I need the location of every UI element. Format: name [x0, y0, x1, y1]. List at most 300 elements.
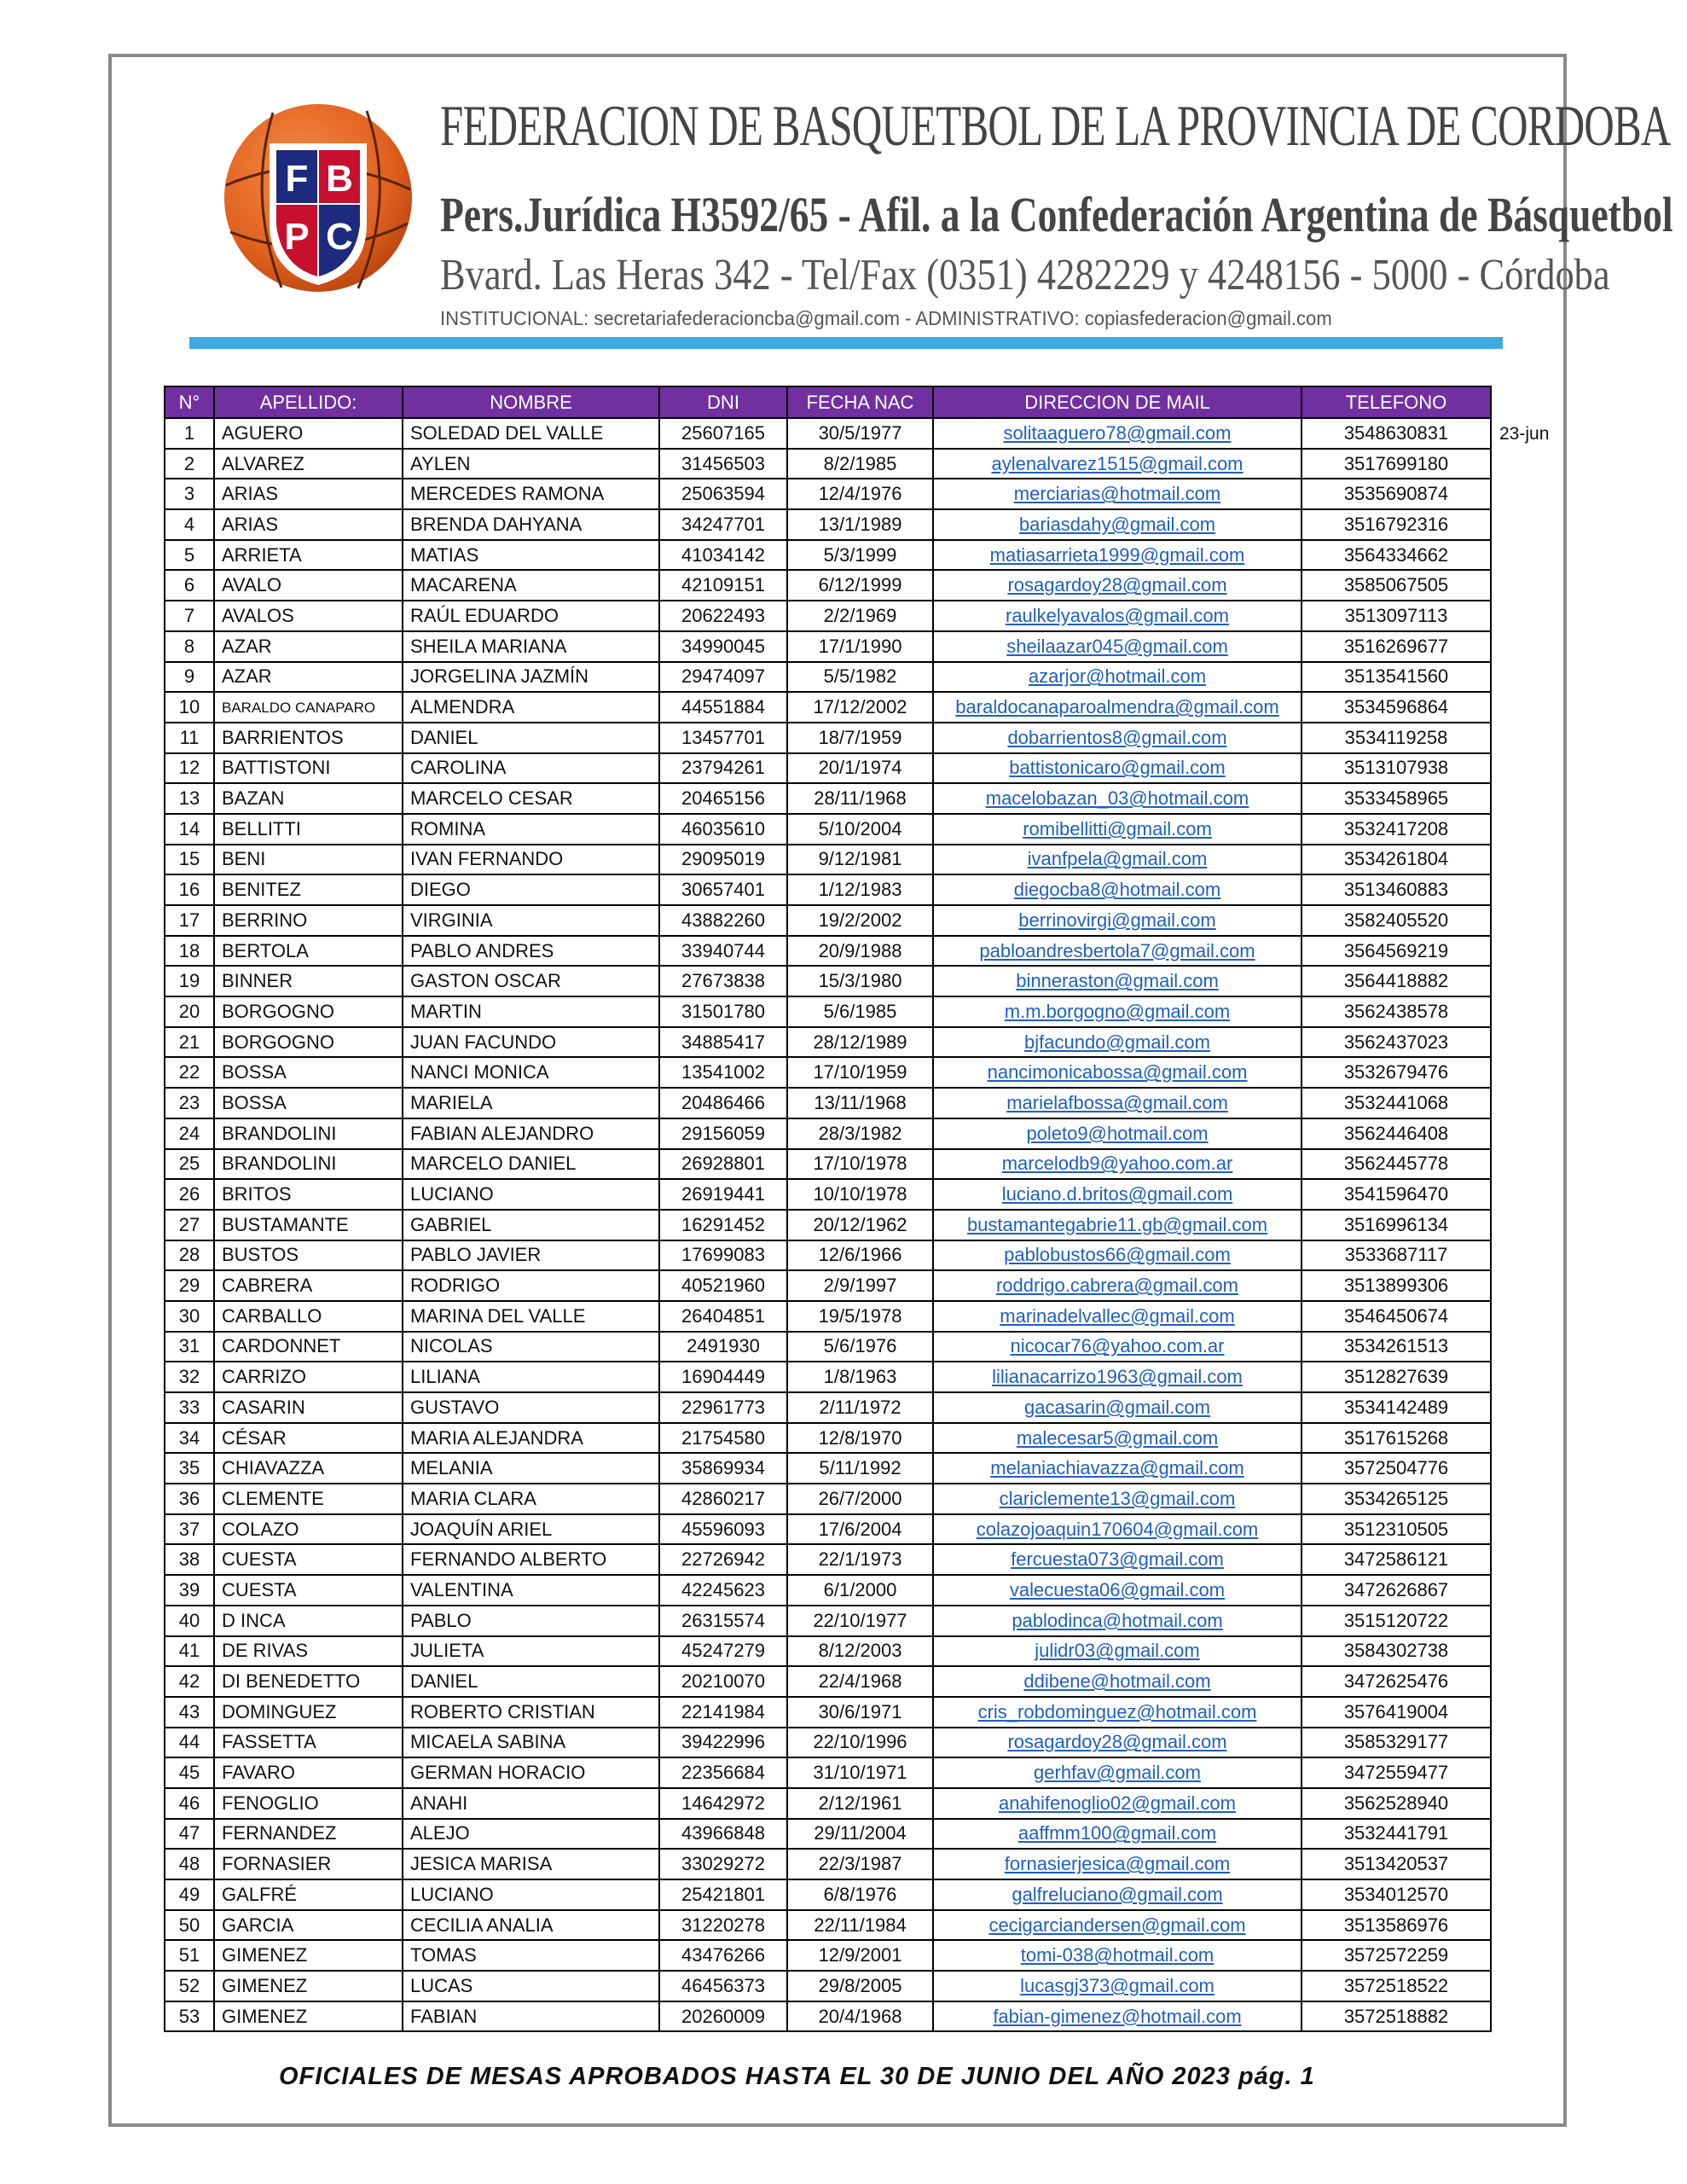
dni: 26928801 [659, 1149, 787, 1180]
phone: 3584302738 [1301, 1636, 1491, 1667]
birth-date: 22/1/1973 [787, 1544, 933, 1575]
phone: 3513097113 [1301, 601, 1491, 631]
birth-date: 1/12/1983 [787, 874, 933, 905]
phone: 3513420537 [1301, 1849, 1491, 1879]
row-number: 52 [165, 1971, 214, 2001]
phone: 3512827639 [1301, 1362, 1491, 1392]
dni: 46035610 [659, 814, 787, 845]
surname: ALVAREZ [214, 449, 403, 479]
surname: COLAZO [214, 1514, 403, 1545]
table-row [165, 1819, 1491, 1850]
dni: 46456373 [659, 1971, 787, 2001]
phone: 3513899306 [1301, 1270, 1491, 1301]
surname: BELLITTI [214, 814, 403, 845]
email-link[interactable]: lucasgj373@gmail.com [933, 1971, 1301, 2001]
email-link[interactable]: binneraston@gmail.com [933, 966, 1301, 996]
first-name: GASTON OSCAR [403, 966, 659, 996]
row-number: 43 [165, 1697, 214, 1728]
first-name: CAROLINA [403, 753, 659, 784]
first-name: MARTIN [403, 996, 659, 1027]
table-row [165, 1575, 1491, 1606]
birth-date: 31/10/1971 [787, 1757, 933, 1788]
table-row [165, 1088, 1491, 1118]
dni: 34990045 [659, 631, 787, 662]
table-row [165, 723, 1491, 753]
row-number: 10 [165, 692, 214, 723]
row-number: 32 [165, 1362, 214, 1392]
email-link[interactable]: rosagardoy28@gmail.com [933, 1728, 1301, 1758]
surname: CHIAVAZZA [214, 1453, 403, 1484]
first-name: JULIETA [403, 1636, 659, 1667]
first-name: ANAHI [403, 1788, 659, 1819]
email-link[interactable]: m.m.borgogno@gmail.com [933, 996, 1301, 1027]
dni: 30657401 [659, 874, 787, 905]
birth-date: 5/6/1976 [787, 1332, 933, 1362]
email-link[interactable]: marielafbossa@gmail.com [933, 1088, 1301, 1118]
first-name: MARCELO CESAR [403, 783, 659, 814]
phone: 3513460883 [1301, 874, 1491, 905]
birth-date: 5/6/1985 [787, 996, 933, 1027]
birth-date: 17/1/1990 [787, 631, 933, 662]
dni: 13541002 [659, 1057, 787, 1088]
first-name: IVAN FERNANDO [403, 845, 659, 875]
email-link[interactable]: romibellitti@gmail.com [933, 814, 1301, 845]
phone: 3572518882 [1301, 2001, 1491, 2032]
phone: 3576419004 [1301, 1697, 1491, 1728]
birth-date: 29/8/2005 [787, 1971, 933, 2001]
surname: FAVARO [214, 1757, 403, 1788]
dni: 34885417 [659, 1027, 787, 1058]
surname: GIMENEZ [214, 2001, 403, 2032]
first-name: VALENTINA [403, 1575, 659, 1606]
row-number: 18 [165, 936, 214, 967]
table-row [165, 540, 1491, 571]
first-name: ROBERTO CRISTIAN [403, 1697, 659, 1728]
table-row [165, 814, 1491, 845]
email-link[interactable]: merciarias@hotmail.com [933, 479, 1301, 509]
dni: 42245623 [659, 1575, 787, 1606]
email-link[interactable]: clariclemente13@gmail.com [933, 1484, 1301, 1514]
row-number: 24 [165, 1118, 214, 1149]
email-link[interactable]: fornasierjesica@gmail.com [933, 1849, 1301, 1879]
email-link[interactable]: colazojoaquin170604@gmail.com [933, 1514, 1301, 1545]
table-row [165, 1636, 1491, 1667]
surname: FASSETTA [214, 1728, 403, 1758]
phone: 3562446408 [1301, 1118, 1491, 1149]
surname: BINNER [214, 966, 403, 996]
table-row [165, 1362, 1491, 1392]
surname: BUSTAMANTE [214, 1210, 403, 1240]
row-number: 11 [165, 723, 214, 753]
phone: 3564569219 [1301, 936, 1491, 967]
dni: 29156059 [659, 1118, 787, 1149]
table-row [165, 2001, 1491, 2032]
surname: ARIAS [214, 509, 403, 540]
email-link[interactable]: luciano.d.britos@gmail.com [933, 1179, 1301, 1210]
birth-date: 8/12/2003 [787, 1636, 933, 1667]
row-number: 22 [165, 1057, 214, 1088]
surname: BRANDOLINI [214, 1118, 403, 1149]
birth-date: 10/10/1978 [787, 1179, 933, 1210]
table-row [165, 753, 1491, 784]
dni: 31501780 [659, 996, 787, 1027]
row-number: 53 [165, 2001, 214, 2032]
email-link[interactable]: nancimonicabossa@gmail.com [933, 1057, 1301, 1088]
email-link[interactable]: tomi-038@hotmail.com [933, 1940, 1301, 1971]
surname: AVALOS [214, 601, 403, 631]
birth-date: 22/11/1984 [787, 1910, 933, 1941]
first-name: MARCELO DANIEL [403, 1149, 659, 1180]
phone: 3562445778 [1301, 1149, 1491, 1180]
dni: 33029272 [659, 1849, 787, 1879]
dni: 20622493 [659, 601, 787, 631]
fbpc-logo [222, 96, 415, 300]
table-row [165, 1453, 1491, 1484]
email-link[interactable]: berrinovirgi@gmail.com [933, 905, 1301, 936]
email-link[interactable]: marinadelvallec@gmail.com [933, 1301, 1301, 1332]
dni: 26919441 [659, 1179, 787, 1210]
first-name: CECILIA ANALIA [403, 1910, 659, 1941]
first-name: FABIAN [403, 2001, 659, 2032]
phone: 3534265125 [1301, 1484, 1491, 1514]
surname: BUSTOS [214, 1240, 403, 1271]
birth-date: 13/11/1968 [787, 1088, 933, 1118]
table-row [165, 1179, 1491, 1210]
first-name: PABLO [403, 1606, 659, 1636]
surname: CASARIN [214, 1392, 403, 1423]
surname: CUESTA [214, 1575, 403, 1606]
row-number: 34 [165, 1423, 214, 1454]
dni: 42109151 [659, 570, 787, 601]
first-name: ROMINA [403, 814, 659, 845]
row-number: 20 [165, 996, 214, 1027]
email-link[interactable]: sheilaazar045@gmail.com [933, 631, 1301, 662]
phone: 3564334662 [1301, 540, 1491, 571]
row-number: 37 [165, 1514, 214, 1545]
dni: 43966848 [659, 1819, 787, 1850]
federation-address: Bvard. Las Heras 342 - Tel/Fax (0351) 4282229 y 4248156 - 5000 - Córdoba [440, 251, 1610, 299]
birth-date: 20/1/1974 [787, 753, 933, 784]
surname: DOMINGUEZ [214, 1697, 403, 1728]
phone: 3472586121 [1301, 1544, 1491, 1575]
column-header-dni: DNI [659, 386, 787, 418]
first-name: MELANIA [403, 1453, 659, 1484]
email-link[interactable]: pablodinca@hotmail.com [933, 1606, 1301, 1636]
email-link[interactable]: battistonicaro@gmail.com [933, 753, 1301, 784]
email-link[interactable]: nicocar76@yahoo.com.ar [933, 1332, 1301, 1362]
table-row [165, 1544, 1491, 1575]
surname: DI BENEDETTO [214, 1666, 403, 1697]
row-number: 36 [165, 1484, 214, 1514]
row-number: 50 [165, 1910, 214, 1941]
row-number: 21 [165, 1027, 214, 1058]
phone: 3572572259 [1301, 1940, 1491, 1971]
email-link[interactable]: diegocba8@hotmail.com [933, 874, 1301, 905]
birth-date: 12/8/1970 [787, 1423, 933, 1454]
column-header-birthdate: FECHA NAC [787, 386, 933, 418]
birth-date: 1/8/1963 [787, 1362, 933, 1392]
surname: FORNASIER [214, 1849, 403, 1879]
email-link[interactable]: azarjor@hotmail.com [933, 662, 1301, 693]
surname: CARRIZO [214, 1362, 403, 1392]
surname: ARRIETA [214, 540, 403, 571]
birth-date: 6/1/2000 [787, 1575, 933, 1606]
birth-date: 20/12/1962 [787, 1210, 933, 1240]
table-row [165, 692, 1491, 723]
dni: 13457701 [659, 723, 787, 753]
row-number: 47 [165, 1819, 214, 1850]
row-number: 39 [165, 1575, 214, 1606]
table-row [165, 479, 1491, 509]
surname: BENITEZ [214, 874, 403, 905]
dni: 33940744 [659, 936, 787, 967]
birth-date: 2/2/1969 [787, 601, 933, 631]
dni: 26315574 [659, 1606, 787, 1636]
email-link[interactable]: anahifenoglio02@gmail.com [933, 1788, 1301, 1819]
surname: GALFRÉ [214, 1879, 403, 1910]
dni: 25607165 [659, 418, 787, 449]
first-name: JORGELINA JAZMÍN [403, 662, 659, 693]
phone: 3535690874 [1301, 479, 1491, 509]
column-header-phone: TELEFONO [1301, 386, 1491, 418]
dni: 45247279 [659, 1636, 787, 1667]
birth-date: 20/4/1968 [787, 2001, 933, 2032]
row-number: 6 [165, 570, 214, 601]
first-name: MATIAS [403, 540, 659, 571]
first-name: RAÚL EDUARDO [403, 601, 659, 631]
table-row [165, 1423, 1491, 1454]
first-name: JUAN FACUNDO [403, 1027, 659, 1058]
phone: 3512310505 [1301, 1514, 1491, 1545]
surname: AZAR [214, 662, 403, 693]
row-number: 23 [165, 1088, 214, 1118]
row-number: 16 [165, 874, 214, 905]
email-link[interactable]: rosagardoy28@gmail.com [933, 570, 1301, 601]
surname: BATTISTONI [214, 753, 403, 784]
row-number: 8 [165, 631, 214, 662]
first-name: MARINA DEL VALLE [403, 1301, 659, 1332]
birth-date: 8/2/1985 [787, 449, 933, 479]
table-row [165, 1057, 1491, 1088]
first-name: ALEJO [403, 1819, 659, 1850]
email-link[interactable]: aylenalvarez1515@gmail.com [933, 449, 1301, 479]
dni: 45596093 [659, 1514, 787, 1545]
dni: 25063594 [659, 479, 787, 509]
table-row [165, 936, 1491, 967]
email-link[interactable]: malecesar5@gmail.com [933, 1423, 1301, 1454]
federation-contacts: INSTITUCIONAL: secretariafederacioncba@gmail.com - ADMINISTRATIVO: copiasfederacion@gmail.com [440, 307, 1332, 329]
birth-date: 12/4/1976 [787, 479, 933, 509]
surname: FENOGLIO [214, 1788, 403, 1819]
dni: 27673838 [659, 966, 787, 996]
row-number: 48 [165, 1849, 214, 1879]
row-number: 25 [165, 1149, 214, 1180]
email-link[interactable]: roddrigo.cabrera@gmail.com [933, 1270, 1301, 1301]
email-link[interactable]: poleto9@hotmail.com [933, 1118, 1301, 1149]
birth-date: 5/3/1999 [787, 540, 933, 571]
first-name: MACARENA [403, 570, 659, 601]
email-link[interactable]: marcelodb9@yahoo.com.ar [933, 1149, 1301, 1180]
first-name: LUCIANO [403, 1179, 659, 1210]
row-number: 17 [165, 905, 214, 936]
phone: 3541596470 [1301, 1179, 1491, 1210]
phone: 3515120722 [1301, 1606, 1491, 1636]
surname: CARBALLO [214, 1301, 403, 1332]
email-link[interactable]: dobarrientos8@gmail.com [933, 723, 1301, 753]
dni: 20210070 [659, 1666, 787, 1697]
phone: 3534119258 [1301, 723, 1491, 753]
phone: 3562438578 [1301, 996, 1491, 1027]
dni: 16904449 [659, 1362, 787, 1392]
row-number: 29 [165, 1270, 214, 1301]
email-link[interactable]: galfreluciano@gmail.com [933, 1879, 1301, 1910]
phone: 3562437023 [1301, 1027, 1491, 1058]
phone: 3532441791 [1301, 1819, 1491, 1850]
phone: 3516996134 [1301, 1210, 1491, 1240]
row-number: 49 [165, 1879, 214, 1910]
birth-date: 17/10/1959 [787, 1057, 933, 1088]
birth-date: 6/12/1999 [787, 570, 933, 601]
birth-date: 12/9/2001 [787, 1940, 933, 1971]
surname: BOSSA [214, 1088, 403, 1118]
email-link[interactable]: bariasdahy@gmail.com [933, 509, 1301, 540]
table-row [165, 570, 1491, 601]
phone: 3585067505 [1301, 570, 1491, 601]
email-link[interactable]: gerhfav@gmail.com [933, 1757, 1301, 1788]
table-row [165, 1849, 1491, 1879]
surname: BORGOGNO [214, 1027, 403, 1058]
birth-date: 30/5/1977 [787, 418, 933, 449]
email-link[interactable]: lilianacarrizo1963@gmail.com [933, 1362, 1301, 1392]
row-number: 45 [165, 1757, 214, 1788]
phone: 3546450674 [1301, 1301, 1491, 1332]
table-row [165, 996, 1491, 1027]
email-link[interactable]: bjfacundo@gmail.com [933, 1027, 1301, 1058]
table-header-row [165, 386, 1491, 418]
dni: 22726942 [659, 1544, 787, 1575]
birth-date: 5/10/2004 [787, 814, 933, 845]
birth-date: 9/12/1981 [787, 845, 933, 875]
row-number: 42 [165, 1666, 214, 1697]
email-link[interactable]: baraldocanaparoalmendra@gmail.com [933, 692, 1301, 723]
surname: BRANDOLINI [214, 1149, 403, 1180]
table-row [165, 1332, 1491, 1362]
first-name: LILIANA [403, 1362, 659, 1392]
table-row [165, 601, 1491, 631]
table-row [165, 1149, 1491, 1180]
first-name: DANIEL [403, 723, 659, 753]
email-link[interactable]: ddibene@hotmail.com [933, 1666, 1301, 1697]
row-number: 26 [165, 1179, 214, 1210]
row-number: 28 [165, 1240, 214, 1271]
email-link[interactable]: pabloandresbertola7@gmail.com [933, 936, 1301, 967]
phone: 3532679476 [1301, 1057, 1491, 1088]
phone: 3472625476 [1301, 1666, 1491, 1697]
first-name: SHEILA MARIANA [403, 631, 659, 662]
email-link[interactable]: bustamantegabrie11.gb@gmail.com [933, 1210, 1301, 1240]
email-link[interactable]: ivanfpela@gmail.com [933, 845, 1301, 875]
row-number: 44 [165, 1728, 214, 1758]
officials-table [164, 386, 1492, 2032]
email-link[interactable]: raulkelyavalos@gmail.com [933, 601, 1301, 631]
birth-date: 15/3/1980 [787, 966, 933, 996]
dni: 29474097 [659, 662, 787, 693]
email-link[interactable]: pablobustos66@gmail.com [933, 1240, 1301, 1271]
svg-text:P: P [284, 216, 310, 258]
phone: 3534596864 [1301, 692, 1491, 723]
table-row [165, 1514, 1491, 1545]
svg-text:F: F [285, 158, 309, 200]
surname: BOSSA [214, 1057, 403, 1088]
first-name: MARIA ALEJANDRA [403, 1423, 659, 1454]
email-link[interactable]: gacasarin@gmail.com [933, 1392, 1301, 1423]
column-header-surname: APELLIDO: [214, 386, 403, 418]
birth-date: 22/10/1996 [787, 1728, 933, 1758]
phone: 3516269677 [1301, 631, 1491, 662]
email-link[interactable]: macelobazan_03@hotmail.com [933, 783, 1301, 814]
dni: 20486466 [659, 1088, 787, 1118]
federation-title: FEDERACION DE BASQUETBOL DE LA PROVINCIA DE CORDOBA [440, 93, 1671, 158]
phone: 3585329177 [1301, 1728, 1491, 1758]
email-link[interactable]: cecigarciandersen@gmail.com [933, 1910, 1301, 1941]
email-link[interactable]: aaffmm100@gmail.com [933, 1819, 1301, 1850]
table-row [165, 1728, 1491, 1758]
table-row [165, 1879, 1491, 1910]
table-row [165, 845, 1491, 875]
surname: D INCA [214, 1606, 403, 1636]
birth-date: 26/7/2000 [787, 1484, 933, 1514]
surname: CUESTA [214, 1544, 403, 1575]
phone: 3513586976 [1301, 1910, 1491, 1941]
column-header-number: N° [165, 386, 214, 418]
phone: 3572504776 [1301, 1453, 1491, 1484]
surname: BORGOGNO [214, 996, 403, 1027]
row-number: 12 [165, 753, 214, 784]
first-name: PABLO ANDRES [403, 936, 659, 967]
table-row [165, 449, 1491, 479]
phone: 3534012570 [1301, 1879, 1491, 1910]
phone: 3562528940 [1301, 1788, 1491, 1819]
birth-date: 17/6/2004 [787, 1514, 933, 1545]
email-link[interactable]: julidr03@gmail.com [933, 1636, 1301, 1667]
email-link[interactable]: cris_robdominguez@hotmail.com [933, 1697, 1301, 1728]
dni: 25421801 [659, 1879, 787, 1910]
first-name: TOMAS [403, 1940, 659, 1971]
phone: 3533687117 [1301, 1240, 1491, 1271]
email-link[interactable]: solitaaguero78@gmail.com [933, 418, 1301, 449]
birth-date: 18/7/1959 [787, 723, 933, 753]
row-number: 15 [165, 845, 214, 875]
birth-date: 6/8/1976 [787, 1879, 933, 1910]
surname: AZAR [214, 631, 403, 662]
email-link[interactable]: matiasarrieta1999@gmail.com [933, 540, 1301, 571]
row-number: 35 [165, 1453, 214, 1484]
surname: BARRIENTOS [214, 723, 403, 753]
first-name: PABLO JAVIER [403, 1240, 659, 1271]
table-row [165, 1971, 1491, 2001]
email-link[interactable]: fabian-gimenez@hotmail.com [933, 2001, 1301, 2032]
email-link[interactable]: valecuesta06@gmail.com [933, 1575, 1301, 1606]
surname: BERTOLA [214, 936, 403, 967]
row-number: 9 [165, 662, 214, 693]
table-row [165, 1210, 1491, 1240]
email-link[interactable]: fercuesta073@gmail.com [933, 1544, 1301, 1575]
page-footer: OFICIALES DE MESAS APROBADOS HASTA EL 30 DE JUNIO DEL AÑO 2023 pág. 1 [279, 2063, 1315, 2090]
phone: 3472626867 [1301, 1575, 1491, 1606]
email-link[interactable]: melaniachiavazza@gmail.com [933, 1453, 1301, 1484]
table-row [165, 1940, 1491, 1971]
svg-text:C: C [326, 216, 353, 258]
